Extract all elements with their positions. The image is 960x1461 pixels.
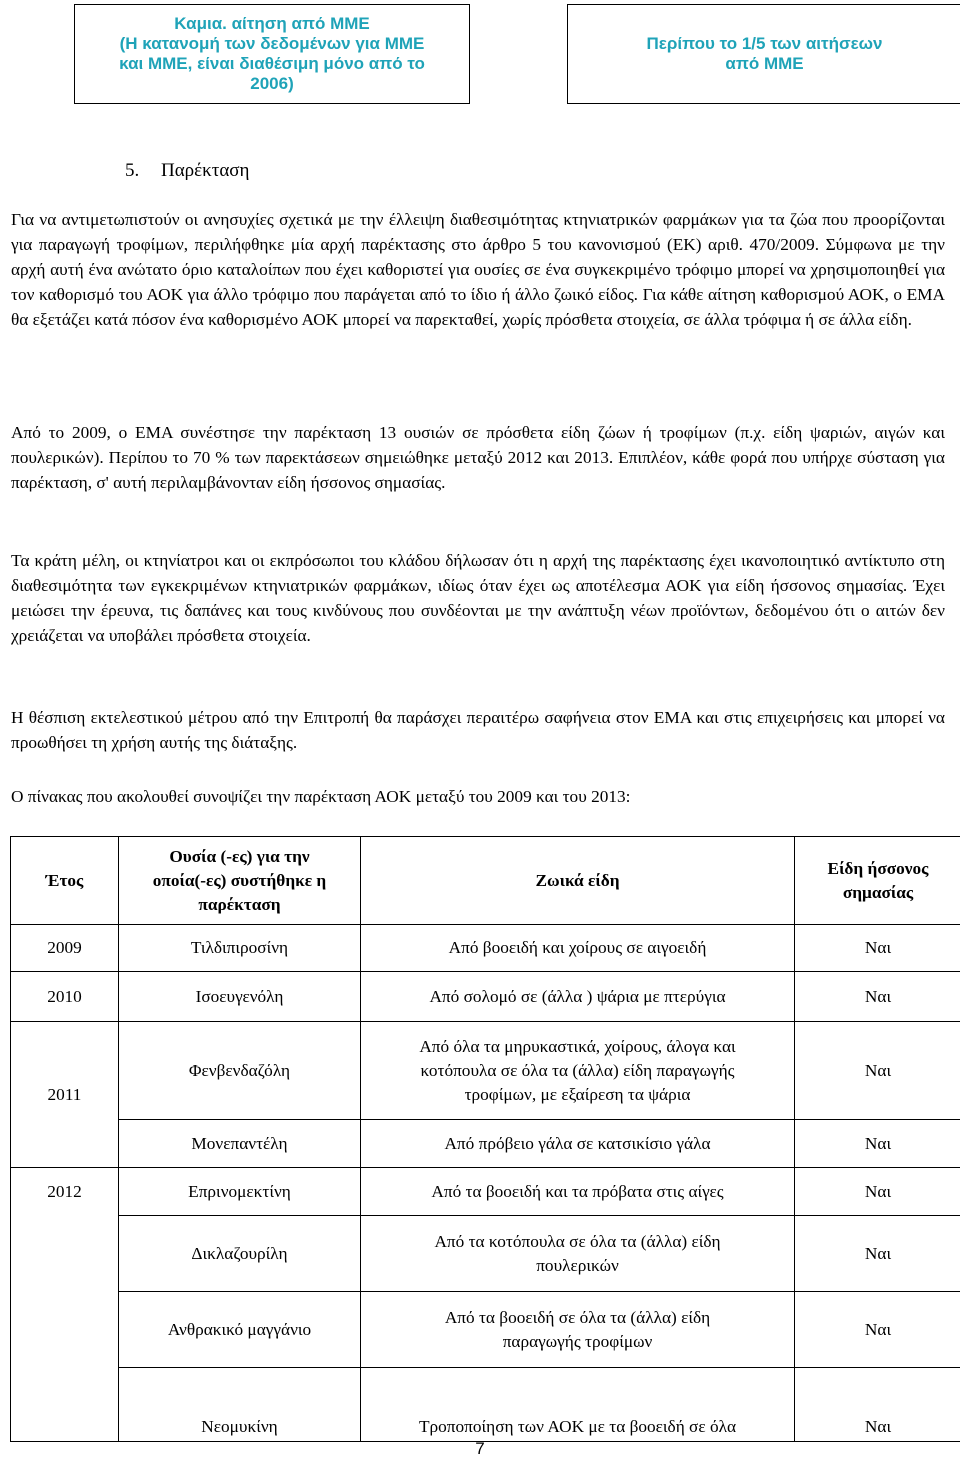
species-line: κοτόπουλα σε όλα τα (άλλα) είδη παραγωγής — [420, 1060, 735, 1080]
cell-substance: Ισοευγενόλη — [119, 972, 361, 1022]
header-left-line: 2006) — [250, 74, 294, 93]
cell-species — [361, 1168, 795, 1216]
cell-minor: Ναι — [795, 1368, 960, 1442]
cell-minor: Ναι — [795, 1168, 960, 1216]
header-right-line: από ΜΜΕ — [725, 54, 804, 73]
species-line: Από τα κοτόπουλα σε όλα τα (άλλα) είδη — [434, 1231, 721, 1251]
species-line: Από πρόβειο γάλα σε κατσικίσιο γάλα — [444, 1133, 711, 1153]
table-row — [11, 972, 960, 1022]
section-number: 5. — [125, 160, 140, 181]
table-row — [11, 925, 960, 972]
header-left-line: και ΜΜΕ, είναι διαθέσιμη μόνο από το — [119, 54, 425, 73]
cell-species — [361, 1216, 795, 1292]
cell-year: 2009 — [11, 925, 119, 972]
cell-substance: Νεομυκίνη — [119, 1368, 361, 1442]
header-box-right — [567, 4, 960, 104]
species-line: παραγωγής τροφίμων — [502, 1331, 653, 1351]
cell-substance: Μονεπαντέλη — [119, 1120, 361, 1168]
table-intro: Ο πίνακας που ακολουθεί συνοψίζει την παρέκταση ΑΟΚ μεταξύ του 2009 και του 2013: — [11, 787, 631, 806]
cell-minor: Ναι — [795, 1022, 960, 1120]
species-line: Από βοοειδή και χοίρους σε αιγοειδή — [448, 938, 707, 957]
table-row — [11, 1120, 960, 1168]
table-row — [11, 1368, 960, 1442]
header-minor-line: σημασίας — [842, 882, 914, 902]
table-row — [11, 1168, 960, 1216]
section-heading — [125, 158, 249, 184]
header-substance — [119, 837, 361, 925]
cell-substance: Φενβενδαζόλη — [119, 1022, 361, 1120]
paragraph-3: Τα κράτη μέλη, οι κτηνίατροι και οι εκπρόσωποι του κλάδου δήλωσαν ότι η αρχή της παρέκτασης έχει ικανοποιητικό αντίκτυπο στη διαθεσιμότητα των εγκεκριμένων κτηνιατρικών φαρμάκων, ιδίως όταν έχει ως αποτέλεσμα ΑΟΚ για είδη ήσσονος σημασίας. Έχει μειώσει την έρευνα, τις δαπάνες και τους κινδύνους που συνδέονται με την ανάπτυξη νέων προϊόντων, δεδομένου ότι ο αιτών δεν χρειάζεται να υποβάλει πρόσθετα στοιχεία. — [11, 551, 945, 645]
header-minor — [795, 837, 960, 925]
header-substance-line: Ουσία (-ες) για την — [169, 846, 310, 866]
table-row — [11, 1022, 960, 1120]
cell-minor: Ναι — [795, 925, 960, 972]
species-line: Τροποποίηση των ΑΟΚ με τα βοοειδή σε όλα — [418, 1417, 737, 1436]
cell-species — [361, 1368, 795, 1442]
cell-minor: Ναι — [795, 1120, 960, 1168]
paragraph-4: Η θέσπιση εκτελεστικού μέτρου από την Επιτροπή θα παράσχει περαιτέρω σαφήνεια στον ΕΜΑ και στις επιχειρήσεις και μπορεί να προωθήσει τη χρήση αυτής της διάταξης. — [11, 708, 945, 752]
table-header-row — [11, 837, 960, 925]
cell-species — [361, 1022, 795, 1120]
table-row — [11, 1292, 960, 1368]
paragraph-1: Για να αντιμετωπιστούν οι ανησυχίες σχετικά με την έλλειψη διαθεσιμότητας κτηνιατρικών φαρμάκων για τα ζώα που προορίζονται για παραγωγή τροφίμων, περιλήφθηκε μία αρχή παρέκτασης στο άρθρο 5 του κανονισμού (ΕΚ) αριθ. 470/2009. Σύμφωνα με την αρχή αυτή ένα ανώτατο όριο καταλοίπων που έχει καθοριστεί για ουσίες σε ένα συγκεκριμένο τρόφιμο μπορεί να χρησιμοποιηθεί για τον καθορισμό του ΑΟΚ για άλλο τρόφιμο που παράγεται από το ίδιο ή άλλο ζωικό είδος. Για κάθε αίτηση καθορισμού ΑΟΚ, ο ΕΜΑ θα εξετάζει κατά πόσον ένα καθορισμένο ΑΟΚ μπορεί να παρεκταθεί, χωρίς πρόσθετα στοιχεία, σε άλλα τρόφιμα ή σε άλλα είδη. — [11, 210, 945, 329]
cell-substance: Επρινομεκτίνη — [119, 1168, 361, 1216]
section-title: Παρέκταση — [161, 160, 250, 181]
cell-species — [361, 1120, 795, 1168]
species-line: Από τα βοοειδή και τα πρόβατα στις αίγες — [431, 1181, 724, 1201]
header-left-line: (Η κατανομή των δεδομένων για ΜΜΕ — [119, 34, 425, 53]
cell-species — [361, 972, 795, 1022]
header-box-left — [74, 4, 470, 104]
cell-species — [361, 1292, 795, 1368]
cell-substance: Ανθρακικό μαγγάνιο — [119, 1292, 361, 1368]
extrapolation-table — [10, 836, 960, 1442]
cell-year: 2012 — [11, 1168, 119, 1442]
page-number: 7 — [475, 1439, 485, 1458]
header-right-line: Περίπου το 1/5 των αιτήσεων — [646, 34, 883, 53]
cell-substance: Δικλαζουρίλη — [119, 1216, 361, 1292]
header-year: Έτος — [11, 837, 119, 925]
paragraph-2: Από το 2009, ο ΕΜΑ συνέστησε την παρέκταση 13 ουσιών σε πρόσθετα είδη ζώων ή τροφίμων (π.χ. είδη ψαριών, αιγών και πουλερικών). Περίπου το 70 % των παρεκτάσεων σημειώθηκε μεταξύ 2012 και 2013. Επιπλέον, κάθε φορά που υπήρχε σύσταση για παρέκταση, σ' αυτή περιλαμβάνονταν είδη ήσσονος σημασίας. — [11, 423, 945, 492]
header-substance-line: παρέκταση — [198, 894, 281, 914]
cell-minor: Ναι — [795, 1292, 960, 1368]
species-line: Από τα βοοειδή σε όλα τα (άλλα) είδη — [444, 1307, 711, 1327]
header-minor-line: Είδη ήσσονος — [827, 858, 929, 878]
table-row — [11, 1216, 960, 1292]
species-line: Από σολομό σε (άλλα ) ψάρια με πτερύγια — [429, 986, 726, 1006]
header-substance-line: οποία(-ες) συστήθηκε η — [152, 870, 327, 890]
cell-year: 2011 — [11, 1022, 119, 1168]
cell-year: 2010 — [11, 972, 119, 1022]
species-line: τροφίμων, με εξαίρεση τα ψάρια — [464, 1084, 691, 1104]
species-line: πουλερικών — [536, 1255, 619, 1275]
header-species: Ζωικά είδη — [361, 837, 795, 925]
cell-species — [361, 925, 795, 972]
species-line: Από όλα τα μηρυκαστικά, χοίρους, άλογα και — [419, 1036, 736, 1056]
header-left-line: Καμια. αίτηση από ΜΜΕ — [174, 14, 370, 33]
cell-substance: Τιλδιπιροσίνη — [119, 925, 361, 972]
cell-minor: Ναι — [795, 1216, 960, 1292]
cell-minor: Ναι — [795, 972, 960, 1022]
